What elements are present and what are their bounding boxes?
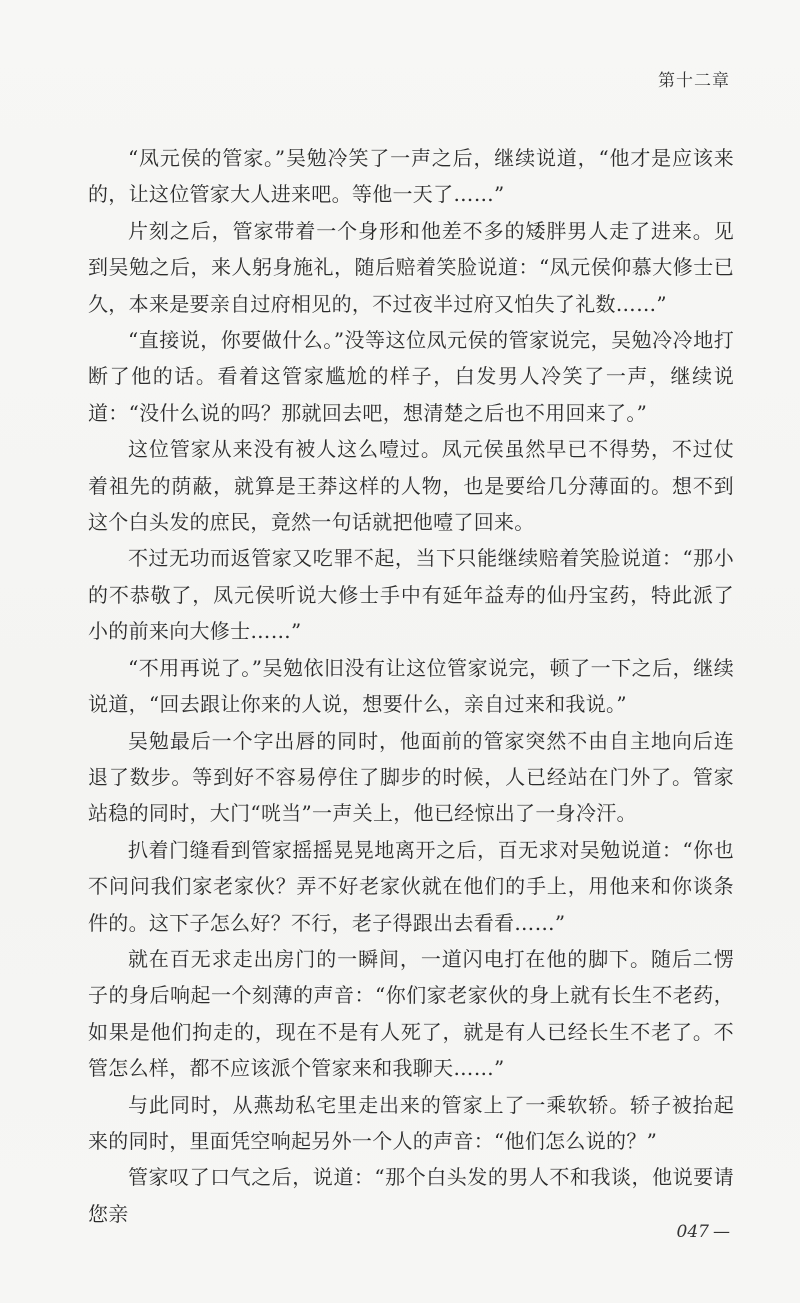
chapter-header: 第十二章 [658, 71, 730, 91]
paragraph: 管家叹了口气之后，说道：“那个白头发的男人不和我谈，他说要请您亲 [88, 1165, 734, 1226]
paragraph: 片刻之后，管家带着一个身形和他差不多的矮胖男人走了进来。见到吴勉之后，来人躬身施礼，随后赔着笑脸说道：“凤元侯仰慕大修士已久，本来是要亲自过府相见的，不过夜半过府又怕失了礼数……” [88, 218, 734, 316]
page-number: 047 [676, 1222, 709, 1242]
page-footer [677, 1222, 730, 1242]
page-number-dash: — [713, 1222, 730, 1242]
paragraph: 这位管家从来没有被人这么噎过。凤元侯虽然早已不得势，不过仗着祖先的荫蔽，就算是王莽这样的人物，也是要给几分薄面的。想不到这个白头发的庶民，竟然一句话就把他噎了回来。 [88, 437, 734, 535]
body-text [88, 140, 734, 1232]
paragraph: “直接说，你要做什么。”没等这位凤元侯的管家说完，吴勉冷冷地打断了他的话。看着这管家尴尬的样子，白发男人冷笑了一声，继续说道：“没什么说的吗？那就回去吧，想清楚之后也不用回来了。” [88, 328, 734, 425]
paragraph: 不过无功而返管家又吃罪不起，当下只能继续赔着笑脸说道：“那小的不恭敬了，凤元侯听说大修士手中有延年益寿的仙丹宝药，特此派了小的前来向大修士……” [88, 546, 734, 644]
paragraph: 吴勉最后一个字出唇的同时，他面前的管家突然不由自主地向后连退了数步。等到好不容易停住了脚步的时候，人已经站在门外了。管家站稳的同时，大门“咣当”一声关上，他已经惊出了一身冷汗。 [88, 728, 734, 826]
paragraph: 就在百无求走出房门的一瞬间，一道闪电打在他的脚下。随后二愣子的身后响起一个刻薄的声音：“你们家老家伙的身上就有长生不老药，如果是他们拘走的，现在不是有人死了，就是有人已经长生不老了。不管怎么样，都不应该派个管家来和我聊天……” [88, 946, 734, 1081]
paragraph: 扒着门缝看到管家摇摇晃晃地离开之后，百无求对吴勉说道：“你也不问问我们家老家伙？弄不好老家伙就在他们的手上，用他来和你谈条件的。这下子怎么好？不行，老子得跟出去看看……” [88, 837, 734, 935]
paragraph: “凤元侯的管家。”吴勉冷笑了一声之后，继续说道，“他才是应该来的，让这位管家大人进来吧。等他一天了……” [88, 146, 734, 207]
paragraph: 与此同时，从燕劫私宅里走出来的管家上了一乘软轿。轿子被抬起来的同时，里面凭空响起另外一个人的声音：“他们怎么说的？” [88, 1092, 734, 1153]
paragraph: “不用再说了。”吴勉依旧没有让这位管家说完，顿了一下之后，继续说道，“回去跟让你来的人说，想要什么，亲自过来和我说。” [88, 655, 734, 717]
